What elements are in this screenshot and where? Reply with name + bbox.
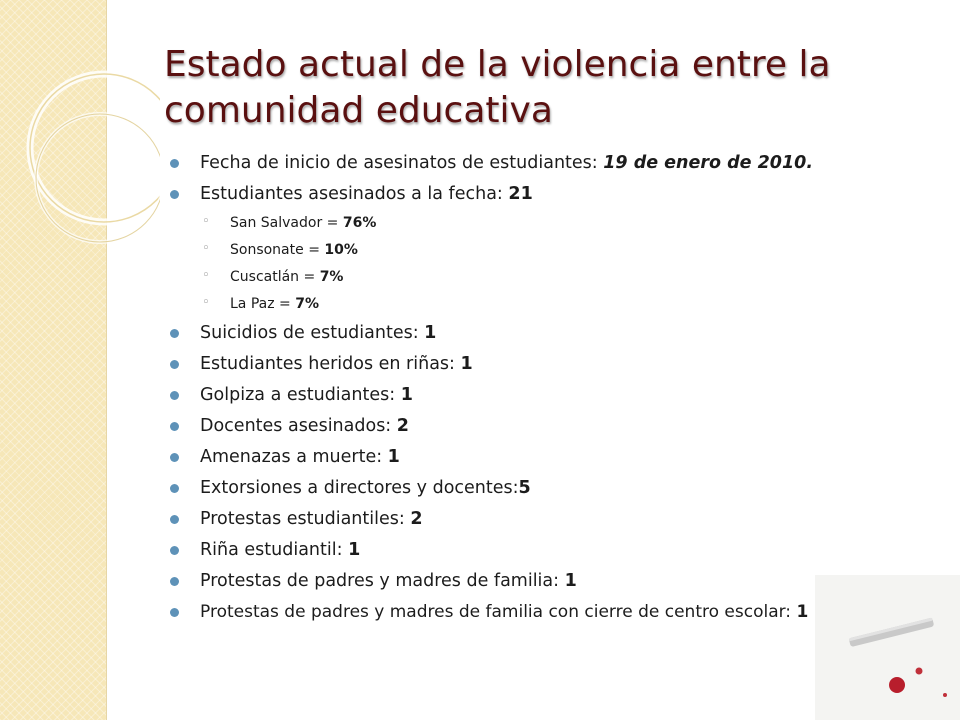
bullet-list <box>164 152 924 632</box>
item-label: Protestas estudiantiles: <box>200 509 411 529</box>
sub-item-label: La Paz = <box>230 296 296 312</box>
sub-item-value: 76% <box>342 215 377 231</box>
sub-list-item <box>164 241 924 268</box>
item-label: Estudiantes heridos en riñas: <box>200 354 461 374</box>
list-item <box>164 415 924 446</box>
sub-item-label: San Salvador = <box>230 215 343 231</box>
list-item <box>164 539 924 570</box>
item-label: Fecha de inicio de asesinatos de estudiantes: <box>200 153 604 173</box>
sub-list-item <box>164 295 924 322</box>
item-value: 19 de enero de 2010. <box>603 153 813 173</box>
list-item <box>164 384 924 415</box>
item-label: Protestas de padres y madres de familia: <box>200 571 565 591</box>
sub-list-item <box>164 268 924 295</box>
decorative-sidebar <box>0 0 107 720</box>
list-item <box>164 353 924 384</box>
item-value: 1 <box>387 447 400 467</box>
list-item <box>164 322 924 353</box>
item-value: 1 <box>796 602 809 622</box>
sub-item-label: Sonsonate = <box>230 242 325 258</box>
item-value: 2 <box>410 509 423 529</box>
list-item <box>164 508 924 539</box>
list-item <box>164 183 924 214</box>
item-label: Extorsiones a directores y docentes: <box>200 478 519 498</box>
list-item <box>164 152 924 183</box>
sub-item-value: 7% <box>319 269 344 285</box>
sub-item-label: Cuscatlán = <box>230 269 320 285</box>
slide-title: Estado actual de la violencia entre la comunidad educativa <box>164 44 831 131</box>
item-label: Protestas de padres y madres de familia con cierre de centro escolar: <box>200 602 797 622</box>
item-label: Golpiza a estudiantes: <box>200 385 401 405</box>
sub-item-value: 7% <box>295 296 319 312</box>
item-label: Docentes asesinados: <box>200 416 397 436</box>
item-value: 21 <box>508 184 533 204</box>
item-value: 2 <box>396 416 409 436</box>
item-label: Estudiantes asesinados a la fecha: <box>200 184 509 204</box>
sub-item-value: 10% <box>324 242 358 258</box>
sub-list-item <box>164 214 924 241</box>
list-item <box>164 570 924 601</box>
item-label: Amenazas a muerte: <box>200 447 388 467</box>
item-value: 1 <box>424 323 437 343</box>
item-label: Riña estudiantil: <box>200 540 349 560</box>
list-item <box>164 446 924 477</box>
item-label: Suicidios de estudiantes: <box>200 323 425 343</box>
item-value: 1 <box>564 571 577 591</box>
item-value: 1 <box>460 354 473 374</box>
list-item <box>164 601 924 632</box>
list-item <box>164 477 924 508</box>
chalk-and-drops-icon <box>815 575 960 720</box>
item-value: 1 <box>348 540 361 560</box>
item-value: 1 <box>400 385 413 405</box>
item-value: 5 <box>518 478 531 498</box>
